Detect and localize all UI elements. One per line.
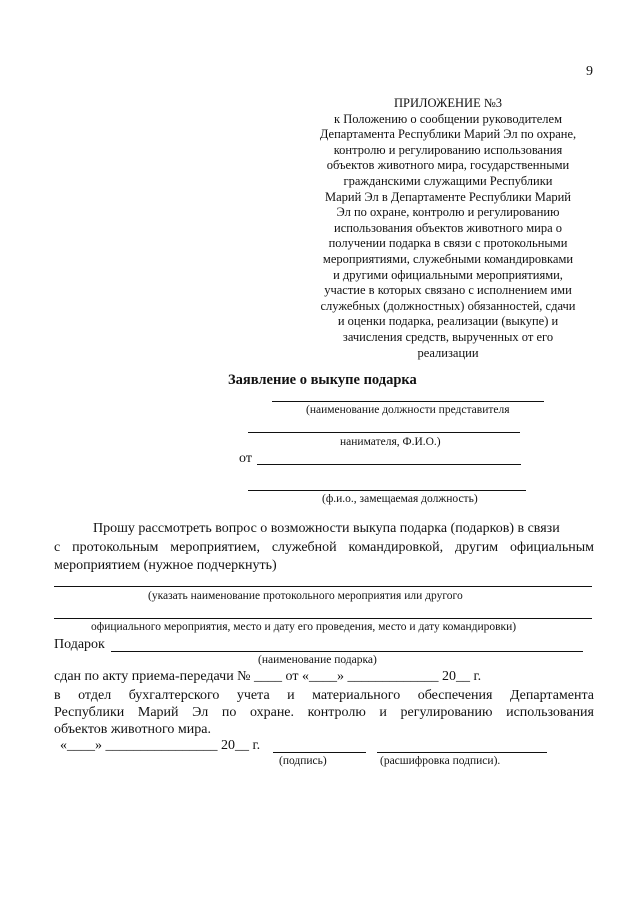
appendix-line: и другими официальными мероприятиями, xyxy=(333,267,563,282)
appendix-line: получении подарка в связи с протокольными xyxy=(328,236,568,251)
appendix-line: участие в которых связано с исполнением ими xyxy=(324,283,572,298)
department-line-2: Республики Марий Эл по охране. контролю и регулированию использования xyxy=(54,705,594,720)
appendix-title: ПРИЛОЖЕНИЕ №3 xyxy=(393,96,503,110)
appendix-line: служебных (должностных) обязанностей, сдачи xyxy=(320,298,576,313)
signature-line xyxy=(273,752,366,753)
department-line-1: в отдел бухгалтерского учета и материального обеспечения Департамента xyxy=(54,688,594,703)
from-caption: (ф.и.о., замещаемая должность) xyxy=(322,493,478,505)
appendix-line: к Положению о сообщении руководителем xyxy=(334,111,562,126)
gift-line xyxy=(111,651,583,652)
appendix-line: использования объектов животного мира о xyxy=(334,220,562,235)
addressee-line-1 xyxy=(272,401,544,402)
act-line: сдан по акту приема-передачи № ____ от «____» _____________ 20__ г. xyxy=(54,669,482,684)
gift-label: Подарок xyxy=(54,637,105,652)
event-line-2 xyxy=(54,618,592,619)
appendix-line: контролю и регулированию использования xyxy=(333,142,563,157)
addressee-caption-1: (наименование должности представителя xyxy=(306,404,510,416)
from-line-1 xyxy=(257,464,521,465)
page-number: 9 xyxy=(586,64,593,79)
appendix-line: зачисления средств, вырученных от его xyxy=(342,329,554,344)
request-paragraph-line-1: Прошу рассмотреть вопрос о возможности выкупа подарка (подарков) в связи xyxy=(93,521,560,536)
addressee-caption-2: нанимателя, Ф.И.О.) xyxy=(340,436,441,448)
appendix-line: гражданскими служащими Республики xyxy=(343,173,553,188)
addressee-line-2 xyxy=(248,432,520,433)
from-line-2 xyxy=(248,490,526,491)
request-paragraph-line-2: с протокольным мероприятием, служебной командировкой, другим официальным xyxy=(54,540,594,555)
request-paragraph-line-3: мероприятием (нужное подчеркнуть) xyxy=(54,558,277,573)
event-caption-2: официального мероприятия, место и дату его проведения, место и дату командировки) xyxy=(91,621,517,633)
appendix-line: Марий Эл в Департаменте Республики Марий xyxy=(324,189,571,204)
event-caption-1: (указать наименование протокольного мероприятия или другого xyxy=(148,590,463,602)
appendix-header xyxy=(298,96,598,361)
event-line-1 xyxy=(54,586,592,587)
signature-caption: (подпись) xyxy=(279,755,327,767)
department-line-3: объектов животного мира. xyxy=(54,722,211,737)
from-label: от xyxy=(239,451,252,466)
gift-caption: (наименование подарка) xyxy=(258,654,377,666)
appendix-line: мероприятиями, служебными командировками xyxy=(322,251,574,266)
signature-decode-line xyxy=(377,752,547,753)
appendix-line: Департамента Республики Марий Эл по охране, xyxy=(319,127,577,142)
document-title: Заявление о выкупе подарка xyxy=(228,372,417,388)
date-line: «____» ________________ 20__ г. xyxy=(60,738,261,753)
signature-decode-caption: (расшифровка подписи). xyxy=(380,755,501,767)
appendix-line: объектов животного мира, государственными xyxy=(326,158,570,173)
appendix-line: реализации xyxy=(417,345,479,360)
appendix-line: и оценки подарка, реализации (выкупе) и xyxy=(337,314,559,329)
appendix-line: Эл по охране, контролю и регулированию xyxy=(336,205,560,220)
